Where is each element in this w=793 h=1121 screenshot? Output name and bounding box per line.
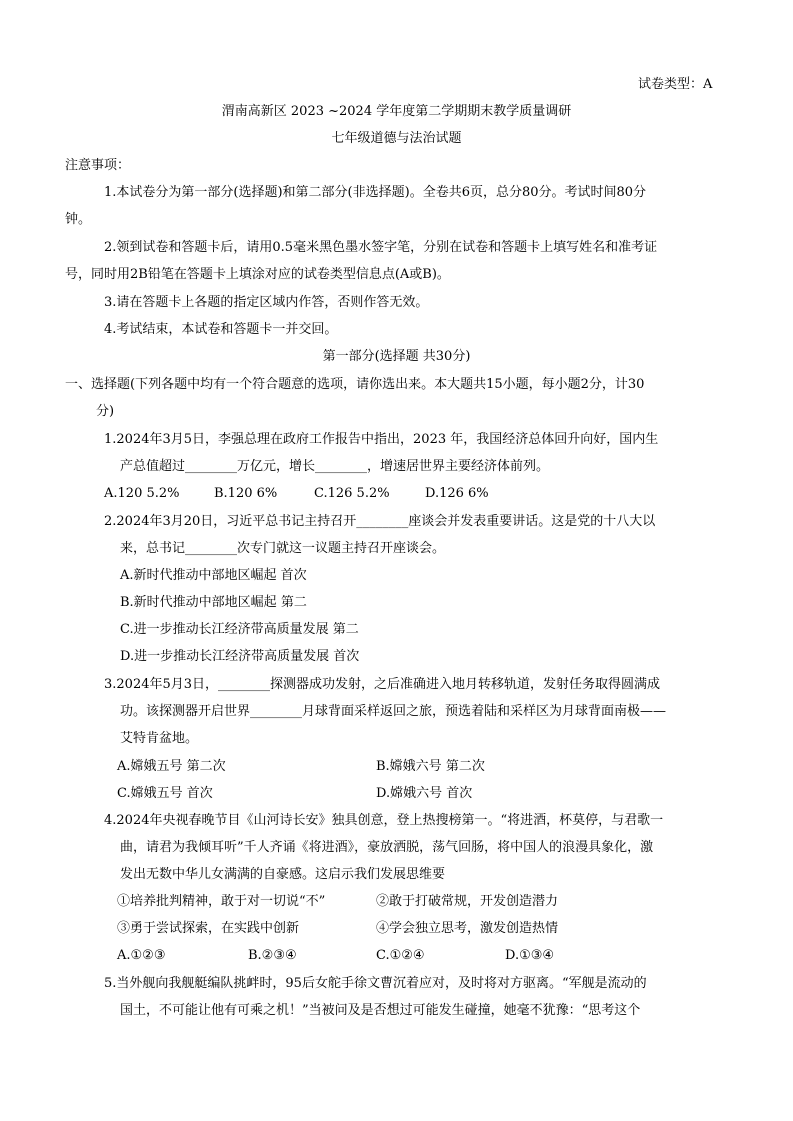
q1-option-d: D.126 6% (425, 486, 489, 501)
q4-statement-1: ①培养批判精神，敢于对一切说“不” (117, 894, 326, 909)
q3-options-row-1 (0, 758, 793, 776)
q3-stem-line-1: 3.2024年5月3日，________探测器成功发射，之后准确进入地月转移轨道，发射任务取得圆满成 (104, 677, 661, 692)
q4-stem-line-2: 曲，请君为我倾耳听”千人齐诵《将进酒》，豪放洒脱，荡气回肠，将中国人的浪漫具象化，激 (120, 840, 654, 855)
section-instructions-cont: 分) (96, 404, 115, 419)
q1-options (0, 485, 793, 503)
notice-item-3: 3.请在答题卡上各题的指定区域内作答，否则作答无效。 (104, 295, 429, 310)
q2-option-d: D.进一步推动长江经济带高质量发展 首次 (120, 649, 360, 664)
notice-heading: 注意事项： (65, 158, 131, 173)
q3-stem-line-2: 功。该探测器开启世界________月球背面采样返回之旅，预选着陆和采样区为月球背面南极—— (120, 704, 667, 719)
q5-stem-line-2: 国土，不可能让他有可乘之机！”当被问及是否想过可能发生碰撞，她毫不犹豫：“思考这个 (120, 1003, 641, 1018)
notice-item-1: 1.本试卷分为第一部分(选择题)和第二部分(非选择题)。全卷共6页，总分80分。考试时间80分 (104, 185, 647, 200)
section-instructions: 一、选择题(下列各题中均有一个符合题意的选项，请你选出来。本大题共15小题，每小题2分，计30 (65, 377, 645, 392)
exam-title: 渭南高新区 2023 ~2024 学年度第二学期期末教学质量调研 (221, 104, 572, 119)
q3-option-d: D.嫦娥六号 首次 (376, 786, 473, 801)
q2-option-a: A.新时代推动中部地区崛起 首次 (120, 568, 307, 583)
q4-option-c: C.①②④ (376, 948, 425, 963)
q4-stem-line-1: 4.2024年央视春晚节目《山河诗长安》独具创意，登上热搜榜第一。“将进酒，杯莫停，与君歌一 (104, 813, 664, 828)
q4-statement-4: ④学会独立思考，激发创造热情 (376, 921, 559, 936)
q2-option-c: C.进一步推动长江经济带高质量发展 第二 (120, 622, 359, 637)
q4-statements-row-1 (0, 893, 793, 911)
notice-item-4: 4.考试结束，本试卷和答题卡一并交回。 (104, 322, 338, 337)
q3-option-a: A.嫦娥五号 第二次 (117, 759, 226, 774)
q4-stem-line-3: 发出无数中华儿女满满的自豪感。这启示我们发展思维要 (120, 867, 446, 882)
q3-option-b: B.嫦娥六号 第二次 (376, 759, 485, 774)
q3-option-c: C.嫦娥五号 首次 (117, 786, 213, 801)
q1-stem-line-1: 1.2024年3月5日，李强总理在政府工作报告中指出，2023 年，我国经济总体回升向好，国内生 (104, 432, 659, 447)
q1-option-b: B.120 6% (214, 486, 278, 501)
notice-item-2: 2.领到试卷和答题卡后，请用0.5毫米黑色墨水签字笔，分别在试卷和答题卡上填写姓名和准考证 (104, 240, 658, 255)
paper-type-label: 试卷类型：A (638, 77, 713, 92)
q4-statements-row-2 (0, 920, 793, 938)
q1-option-c: C.126 5.2% (314, 486, 390, 501)
q3-stem-line-3: 艾特肯盆地。 (120, 731, 199, 746)
q1-stem-line-2: 产总值超过________万亿元，增长________，增速居世界主要经济体前列。 (120, 459, 550, 474)
q5-stem-line-1: 5.当外舰向我舰艇编队挑衅时，95后女舵手徐文曹沉着应对，及时将对方驱离。“军舰是流动的 (104, 976, 647, 991)
q4-options (0, 947, 793, 965)
q1-option-a: A.120 5.2% (104, 486, 180, 501)
q4-option-a: A.①②③ (117, 948, 166, 963)
exam-subtitle: 七年级道德与法治试题 (331, 131, 462, 146)
q4-option-d: D.①③④ (505, 948, 555, 963)
q2-stem-line-1: 2.2024年3月20日，习近平总书记主持召开________座谈会并发表重要讲话。这是党的十八大以 (104, 514, 656, 529)
q2-stem-line-2: 来，总书记________次专门就这一议题主持召开座谈会。 (120, 541, 446, 556)
q4-statement-3: ③勇于尝试探索，在实践中创新 (117, 921, 300, 936)
notice-item-1-cont: 钟。 (65, 212, 92, 227)
q2-option-b: B.新时代推动中部地区崛起 第二 (120, 595, 307, 610)
part1-heading: 第一部分(选择题 共30分) (322, 349, 471, 364)
q4-statement-2: ②敢于打破常规，开发创造潜力 (376, 894, 559, 909)
notice-item-2-cont: 号，同时用2B铅笔在答题卡上填涂对应的试卷类型信息点(A或B)。 (65, 267, 450, 282)
q3-options-row-2 (0, 785, 793, 803)
q4-option-b: B.②③④ (248, 948, 297, 963)
